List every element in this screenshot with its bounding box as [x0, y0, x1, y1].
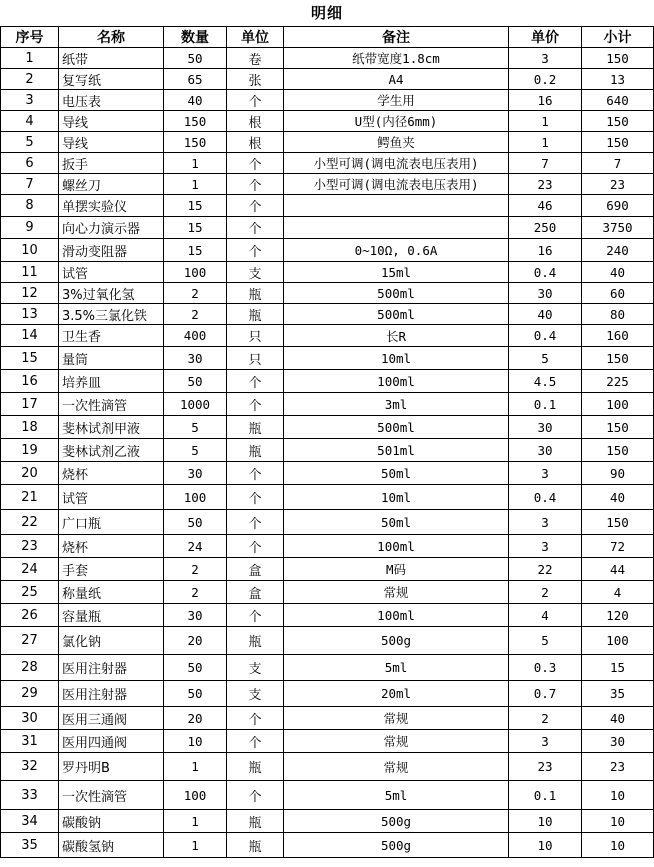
cell-name[interactable]: 复写纸: [59, 69, 164, 90]
cell-note[interactable]: 500g: [284, 810, 509, 833]
cell-index[interactable]: 14: [1, 325, 59, 347]
cell-subtotal[interactable]: 80: [582, 304, 654, 325]
cell-subtotal[interactable]: 40: [582, 262, 654, 283]
cell-unit[interactable]: 瓶: [227, 753, 284, 781]
cell-subtotal[interactable]: 10: [582, 810, 654, 833]
cell-unit[interactable]: 支: [227, 262, 284, 283]
cell-unit[interactable]: 瓶: [227, 283, 284, 304]
cell-index[interactable]: 33: [1, 781, 59, 810]
header-name[interactable]: 名称: [59, 27, 164, 48]
cell-name[interactable]: 试管: [59, 485, 164, 510]
cell-unit-price[interactable]: 4: [509, 604, 582, 627]
cell-name[interactable]: 医用注射器: [59, 655, 164, 681]
cell-quantity[interactable]: 30: [164, 347, 227, 370]
cell-subtotal[interactable]: 35: [582, 681, 654, 707]
cell-quantity[interactable]: 50: [164, 681, 227, 707]
cell-note[interactable]: 10ml: [284, 485, 509, 510]
cell-unit[interactable]: 个: [227, 781, 284, 810]
cell-index[interactable]: 7: [1, 174, 59, 195]
cell-index[interactable]: 34: [1, 810, 59, 833]
cell-quantity[interactable]: 1: [164, 810, 227, 833]
cell-subtotal[interactable]: 160: [582, 325, 654, 347]
cell-unit-price[interactable]: 0.7: [509, 681, 582, 707]
cell-subtotal[interactable]: 15: [582, 655, 654, 681]
cell-subtotal[interactable]: 10: [582, 833, 654, 858]
cell-quantity[interactable]: 15: [164, 195, 227, 217]
cell-name[interactable]: 试管: [59, 262, 164, 283]
table-row: [1, 111, 654, 132]
cell-subtotal[interactable]: 150: [582, 48, 654, 69]
cell-index[interactable]: 35: [1, 833, 59, 858]
cell-index[interactable]: 24: [1, 558, 59, 581]
cell-unit[interactable]: 支: [227, 681, 284, 707]
cell-name[interactable]: 卫生香: [59, 325, 164, 347]
cell-unit-price[interactable]: 5: [509, 347, 582, 370]
cell-unit[interactable]: 瓶: [227, 416, 284, 439]
cell-note[interactable]: 50ml: [284, 462, 509, 485]
cell-name[interactable]: 称量纸: [59, 581, 164, 604]
cell-index[interactable]: 11: [1, 262, 59, 283]
cell-unit[interactable]: 个: [227, 217, 284, 239]
cell-index[interactable]: 9: [1, 217, 59, 239]
cell-note[interactable]: 501ml: [284, 439, 509, 462]
cell-unit[interactable]: 卷: [227, 48, 284, 69]
cell-quantity[interactable]: 2: [164, 304, 227, 325]
cell-quantity[interactable]: 150: [164, 111, 227, 132]
header-index[interactable]: 序号: [1, 27, 59, 48]
table-row: [1, 153, 654, 174]
cell-note[interactable]: 常规: [284, 581, 509, 604]
cell-subtotal[interactable]: 3750: [582, 217, 654, 239]
cell-index[interactable]: 17: [1, 393, 59, 416]
cell-index[interactable]: 21: [1, 485, 59, 510]
cell-quantity[interactable]: 50: [164, 655, 227, 681]
table-row: [1, 132, 654, 153]
cell-quantity[interactable]: 20: [164, 707, 227, 730]
cell-subtotal[interactable]: 4: [582, 581, 654, 604]
cell-index[interactable]: 1: [1, 48, 59, 69]
table-row: [1, 707, 654, 730]
cell-name[interactable]: 碳酸钠: [59, 810, 164, 833]
cell-subtotal[interactable]: 100: [582, 627, 654, 655]
cell-note[interactable]: 100ml: [284, 535, 509, 558]
table-row: [1, 681, 654, 707]
cell-quantity[interactable]: 5: [164, 439, 227, 462]
cell-unit-price[interactable]: 3: [509, 462, 582, 485]
cell-index[interactable]: 25: [1, 581, 59, 604]
cell-quantity[interactable]: 20: [164, 627, 227, 655]
cell-unit-price[interactable]: 0.4: [509, 485, 582, 510]
cell-note[interactable]: A4: [284, 69, 509, 90]
cell-unit[interactable]: 个: [227, 510, 284, 535]
header-subtotal[interactable]: 小计: [582, 27, 654, 48]
table-row: [1, 48, 654, 69]
cell-unit-price[interactable]: 30: [509, 283, 582, 304]
cell-quantity[interactable]: 5: [164, 416, 227, 439]
cell-unit-price[interactable]: 40: [509, 304, 582, 325]
cell-name[interactable]: 单摆实验仪: [59, 195, 164, 217]
cell-subtotal[interactable]: 150: [582, 510, 654, 535]
cell-unit-price[interactable]: 1: [509, 111, 582, 132]
table-row: [1, 581, 654, 604]
table-row: [1, 753, 654, 781]
cell-note[interactable]: U型(内径6mm): [284, 111, 509, 132]
table-row: [1, 217, 654, 239]
cell-index[interactable]: 30: [1, 707, 59, 730]
cell-quantity[interactable]: 1: [164, 153, 227, 174]
cell-name[interactable]: 医用注射器: [59, 681, 164, 707]
cell-name[interactable]: 3%过氧化氢: [59, 283, 164, 304]
cell-index[interactable]: 26: [1, 604, 59, 627]
cell-unit-price[interactable]: 0.3: [509, 655, 582, 681]
header-unit[interactable]: 单位: [227, 27, 284, 48]
cell-subtotal[interactable]: 90: [582, 462, 654, 485]
cell-quantity[interactable]: 30: [164, 462, 227, 485]
table-row: [1, 730, 654, 753]
cell-index[interactable]: 5: [1, 132, 59, 153]
cell-unit[interactable]: 个: [227, 195, 284, 217]
cell-subtotal[interactable]: 44: [582, 558, 654, 581]
cell-index[interactable]: 12: [1, 283, 59, 304]
cell-unit[interactable]: 瓶: [227, 439, 284, 462]
cell-note[interactable]: 5ml: [284, 781, 509, 810]
cell-unit[interactable]: 根: [227, 132, 284, 153]
cell-note[interactable]: 500g: [284, 833, 509, 858]
cell-unit-price[interactable]: 10: [509, 833, 582, 858]
cell-name[interactable]: 螺丝刀: [59, 174, 164, 195]
cell-index[interactable]: 13: [1, 304, 59, 325]
cell-unit-price[interactable]: 3: [509, 730, 582, 753]
cell-name[interactable]: 培养皿: [59, 370, 164, 393]
cell-index[interactable]: 20: [1, 462, 59, 485]
cell-unit-price[interactable]: 16: [509, 239, 582, 262]
cell-name[interactable]: 烧杯: [59, 462, 164, 485]
cell-unit-price[interactable]: 22: [509, 558, 582, 581]
cell-name[interactable]: 一次性滴管: [59, 781, 164, 810]
cell-unit-price[interactable]: 0.2: [509, 69, 582, 90]
cell-subtotal[interactable]: 150: [582, 439, 654, 462]
detail-table: [0, 26, 654, 858]
cell-unit-price[interactable]: 2: [509, 707, 582, 730]
cell-unit-price[interactable]: 4.5: [509, 370, 582, 393]
cell-name[interactable]: 烧杯: [59, 535, 164, 558]
cell-unit[interactable]: 瓶: [227, 810, 284, 833]
cell-index[interactable]: 16: [1, 370, 59, 393]
cell-unit[interactable]: 个: [227, 485, 284, 510]
table-row: [1, 535, 654, 558]
cell-unit-price[interactable]: 0.1: [509, 781, 582, 810]
cell-subtotal[interactable]: 30: [582, 730, 654, 753]
table-row: [1, 325, 654, 347]
cell-note[interactable]: 100ml: [284, 370, 509, 393]
cell-unit-price[interactable]: 30: [509, 416, 582, 439]
table-row: [1, 393, 654, 416]
cell-unit[interactable]: 个: [227, 730, 284, 753]
cell-unit[interactable]: 盒: [227, 558, 284, 581]
cell-note[interactable]: 小型可调(调电流表电压表用): [284, 174, 509, 195]
table-row: [1, 833, 654, 858]
cell-note[interactable]: 0~10Ω, 0.6A: [284, 239, 509, 262]
cell-index[interactable]: 4: [1, 111, 59, 132]
cell-quantity[interactable]: 65: [164, 69, 227, 90]
cell-note[interactable]: 常规: [284, 707, 509, 730]
cell-quantity[interactable]: 30: [164, 604, 227, 627]
cell-quantity[interactable]: 100: [164, 781, 227, 810]
cell-unit-price[interactable]: 250: [509, 217, 582, 239]
cell-quantity[interactable]: 40: [164, 90, 227, 111]
cell-index[interactable]: 22: [1, 510, 59, 535]
cell-quantity[interactable]: 50: [164, 510, 227, 535]
cell-name[interactable]: 向心力演示器: [59, 217, 164, 239]
cell-subtotal[interactable]: 40: [582, 485, 654, 510]
table-row: [1, 655, 654, 681]
cell-note[interactable]: 3ml: [284, 393, 509, 416]
cell-quantity[interactable]: 2: [164, 558, 227, 581]
cell-note[interactable]: [284, 195, 509, 217]
cell-quantity[interactable]: 1: [164, 833, 227, 858]
cell-subtotal[interactable]: 150: [582, 347, 654, 370]
cell-index[interactable]: 3: [1, 90, 59, 111]
cell-quantity[interactable]: 15: [164, 217, 227, 239]
cell-note[interactable]: 纸带宽度1.8cm: [284, 48, 509, 69]
cell-index[interactable]: 8: [1, 195, 59, 217]
table-row: [1, 604, 654, 627]
cell-subtotal[interactable]: 10: [582, 781, 654, 810]
cell-unit-price[interactable]: 16: [509, 90, 582, 111]
cell-name[interactable]: 斐林试剂甲液: [59, 416, 164, 439]
table-row: [1, 195, 654, 217]
cell-subtotal[interactable]: 240: [582, 239, 654, 262]
cell-note[interactable]: 小型可调(调电流表电压表用): [284, 153, 509, 174]
cell-name[interactable]: 电压表: [59, 90, 164, 111]
cell-note[interactable]: 500ml: [284, 304, 509, 325]
cell-quantity[interactable]: 24: [164, 535, 227, 558]
cell-note[interactable]: 10ml: [284, 347, 509, 370]
table-row: [1, 462, 654, 485]
table-row: [1, 810, 654, 833]
cell-name[interactable]: 扳手: [59, 153, 164, 174]
cell-note[interactable]: 长R: [284, 325, 509, 347]
cell-subtotal[interactable]: 40: [582, 707, 654, 730]
cell-name[interactable]: 手套: [59, 558, 164, 581]
header-note[interactable]: 备注: [284, 27, 509, 48]
cell-subtotal[interactable]: 150: [582, 132, 654, 153]
cell-note[interactable]: M码: [284, 558, 509, 581]
cell-unit-price[interactable]: 23: [509, 753, 582, 781]
cell-unit[interactable]: 个: [227, 90, 284, 111]
cell-unit-price[interactable]: 10: [509, 810, 582, 833]
cell-unit-price[interactable]: 3: [509, 510, 582, 535]
cell-unit[interactable]: 个: [227, 462, 284, 485]
cell-subtotal[interactable]: 150: [582, 416, 654, 439]
cell-unit[interactable]: 盒: [227, 581, 284, 604]
table-row: [1, 304, 654, 325]
cell-quantity[interactable]: 2: [164, 283, 227, 304]
cell-unit-price[interactable]: 0.1: [509, 393, 582, 416]
table-row: [1, 558, 654, 581]
cell-unit[interactable]: 个: [227, 370, 284, 393]
cell-quantity[interactable]: 50: [164, 370, 227, 393]
cell-index[interactable]: 6: [1, 153, 59, 174]
header-quantity[interactable]: 数量: [164, 27, 227, 48]
cell-name[interactable]: 医用四通阀: [59, 730, 164, 753]
table-row: [1, 90, 654, 111]
cell-unit[interactable]: 只: [227, 347, 284, 370]
cell-subtotal[interactable]: 100: [582, 393, 654, 416]
header-unit-price[interactable]: 单价: [509, 27, 582, 48]
cell-note[interactable]: 500ml: [284, 416, 509, 439]
cell-subtotal[interactable]: 225: [582, 370, 654, 393]
cell-name[interactable]: 罗丹明B: [59, 753, 164, 781]
cell-unit[interactable]: 只: [227, 325, 284, 347]
cell-index[interactable]: 31: [1, 730, 59, 753]
cell-subtotal[interactable]: 150: [582, 111, 654, 132]
cell-quantity[interactable]: 2: [164, 581, 227, 604]
cell-unit-price[interactable]: 30: [509, 439, 582, 462]
cell-index[interactable]: 32: [1, 753, 59, 781]
cell-unit[interactable]: 个: [227, 153, 284, 174]
cell-unit[interactable]: 瓶: [227, 627, 284, 655]
cell-index[interactable]: 18: [1, 416, 59, 439]
cell-unit-price[interactable]: 2: [509, 581, 582, 604]
cell-index[interactable]: 19: [1, 439, 59, 462]
cell-index[interactable]: 29: [1, 681, 59, 707]
cell-unit[interactable]: 根: [227, 111, 284, 132]
cell-note[interactable]: 500g: [284, 627, 509, 655]
table-row: [1, 283, 654, 304]
cell-quantity[interactable]: 10: [164, 730, 227, 753]
cell-note[interactable]: [284, 217, 509, 239]
cell-subtotal[interactable]: 13: [582, 69, 654, 90]
table-row: [1, 174, 654, 195]
cell-note[interactable]: 学生用: [284, 90, 509, 111]
cell-name[interactable]: 碳酸氢钠: [59, 833, 164, 858]
cell-index[interactable]: 10: [1, 239, 59, 262]
cell-unit-price[interactable]: 23: [509, 174, 582, 195]
cell-name[interactable]: 3.5%三氯化铁: [59, 304, 164, 325]
cell-name[interactable]: 纸带: [59, 48, 164, 69]
cell-quantity[interactable]: 100: [164, 485, 227, 510]
cell-unit-price[interactable]: 1: [509, 132, 582, 153]
cell-unit-price[interactable]: 46: [509, 195, 582, 217]
cell-unit-price[interactable]: 0.4: [509, 325, 582, 347]
table-row: [1, 69, 654, 90]
table-row: [1, 781, 654, 810]
cell-quantity[interactable]: 1000: [164, 393, 227, 416]
cell-name[interactable]: 容量瓶: [59, 604, 164, 627]
cell-subtotal[interactable]: 23: [582, 174, 654, 195]
cell-quantity[interactable]: 100: [164, 262, 227, 283]
cell-unit[interactable]: 个: [227, 393, 284, 416]
cell-subtotal[interactable]: 72: [582, 535, 654, 558]
table-row: [1, 370, 654, 393]
cell-name[interactable]: 氯化钠: [59, 627, 164, 655]
header-row: [1, 27, 654, 48]
table-row: [1, 510, 654, 535]
cell-note[interactable]: 鳄鱼夹: [284, 132, 509, 153]
cell-unit[interactable]: 瓶: [227, 833, 284, 858]
sheet-title: 明细: [310, 4, 343, 22]
cell-index[interactable]: 23: [1, 535, 59, 558]
cell-quantity[interactable]: 50: [164, 48, 227, 69]
table-row: [1, 262, 654, 283]
cell-note[interactable]: 15ml: [284, 262, 509, 283]
cell-subtotal[interactable]: 120: [582, 604, 654, 627]
cell-quantity[interactable]: 400: [164, 325, 227, 347]
cell-index[interactable]: 28: [1, 655, 59, 681]
cell-unit[interactable]: 个: [227, 707, 284, 730]
table-row: [1, 239, 654, 262]
cell-name[interactable]: 导线: [59, 111, 164, 132]
cell-name[interactable]: 斐林试剂乙液: [59, 439, 164, 462]
cell-unit-price[interactable]: 5: [509, 627, 582, 655]
cell-unit[interactable]: 个: [227, 535, 284, 558]
cell-quantity[interactable]: 1: [164, 174, 227, 195]
cell-unit[interactable]: 个: [227, 239, 284, 262]
cell-subtotal[interactable]: 690: [582, 195, 654, 217]
cell-note[interactable]: 500ml: [284, 283, 509, 304]
table-row: [1, 627, 654, 655]
cell-unit[interactable]: 个: [227, 174, 284, 195]
cell-index[interactable]: 27: [1, 627, 59, 655]
cell-unit[interactable]: 张: [227, 69, 284, 90]
table-row: [1, 416, 654, 439]
cell-name[interactable]: 一次性滴管: [59, 393, 164, 416]
cell-unit[interactable]: 支: [227, 655, 284, 681]
cell-note[interactable]: 50ml: [284, 510, 509, 535]
table-row: [1, 485, 654, 510]
cell-note[interactable]: 常规: [284, 730, 509, 753]
cell-subtotal[interactable]: 23: [582, 753, 654, 781]
cell-note[interactable]: 5ml: [284, 655, 509, 681]
cell-index[interactable]: 2: [1, 69, 59, 90]
table-row: [1, 439, 654, 462]
cell-index[interactable]: 15: [1, 347, 59, 370]
cell-quantity[interactable]: 1: [164, 753, 227, 781]
cell-note[interactable]: 100ml: [284, 604, 509, 627]
cell-unit-price[interactable]: 3: [509, 535, 582, 558]
cell-quantity[interactable]: 15: [164, 239, 227, 262]
cell-quantity[interactable]: 150: [164, 132, 227, 153]
cell-subtotal[interactable]: 60: [582, 283, 654, 304]
cell-unit[interactable]: 个: [227, 604, 284, 627]
table-row: [1, 347, 654, 370]
cell-unit[interactable]: 瓶: [227, 304, 284, 325]
cell-unit-price[interactable]: 0.4: [509, 262, 582, 283]
cell-subtotal[interactable]: 640: [582, 90, 654, 111]
cell-subtotal[interactable]: 7: [582, 153, 654, 174]
cell-unit-price[interactable]: 3: [509, 48, 582, 69]
cell-unit-price[interactable]: 7: [509, 153, 582, 174]
cell-name[interactable]: 广口瓶: [59, 510, 164, 535]
cell-name[interactable]: 量筒: [59, 347, 164, 370]
cell-name[interactable]: 滑动变阻器: [59, 239, 164, 262]
cell-name[interactable]: 医用三通阀: [59, 707, 164, 730]
cell-note[interactable]: 常规: [284, 753, 509, 781]
cell-note[interactable]: 20ml: [284, 681, 509, 707]
cell-name[interactable]: 导线: [59, 132, 164, 153]
